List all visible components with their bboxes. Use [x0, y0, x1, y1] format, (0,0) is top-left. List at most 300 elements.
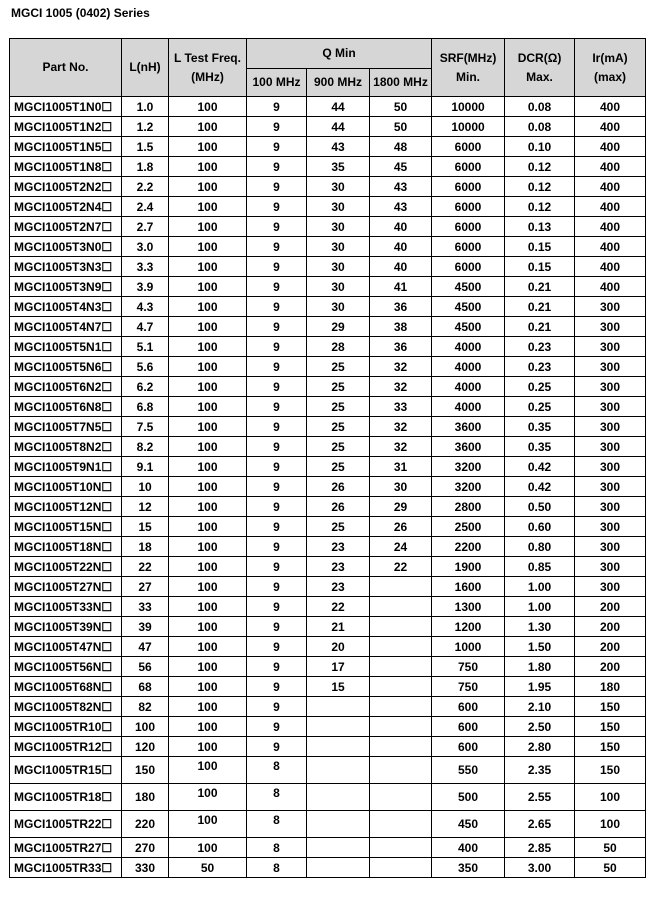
dcr-cell-text: 0.13: [527, 219, 552, 234]
srf-cell: [432, 237, 505, 257]
dcr-cell-text: 0.42: [527, 459, 552, 474]
inductance-cell: [122, 497, 169, 517]
dcr-cell: [505, 737, 575, 757]
dcr-cell-text: 0.15: [527, 239, 552, 254]
q-100mhz-cell-text: 9: [273, 399, 280, 414]
q-900mhz-cell: [307, 497, 370, 517]
ir-cell-text: 150: [600, 719, 621, 734]
inductance-cell: [122, 784, 169, 811]
header-q-min: Q Min: [247, 39, 432, 69]
part-no-cell-text: MGCI1005TR10☐: [14, 719, 113, 734]
ir-cell-text: 400: [600, 259, 621, 274]
part-no-cell-text: MGCI1005T9N1☐: [14, 459, 113, 474]
ir-cell: [575, 497, 646, 517]
ir-cell: [575, 217, 646, 237]
srf-cell: [432, 337, 505, 357]
header-part-no: Part No.: [10, 39, 122, 97]
q-1800mhz-cell: [370, 397, 432, 417]
q-900mhz-cell-text: 30: [331, 219, 345, 234]
test-freq-cell: [169, 197, 247, 217]
q-1800mhz-cell-text: 32: [393, 439, 408, 454]
inductance-cell: [122, 717, 169, 737]
part-no-cell-text: MGCI1005T3N9☐: [14, 279, 113, 294]
q-100mhz-cell: [247, 97, 307, 117]
test-freq-cell: [169, 437, 247, 457]
q-1800mhz-cell-text: 33: [393, 399, 408, 414]
srf-cell: [432, 657, 505, 677]
test-freq-cell: [169, 97, 247, 117]
table-row: [10, 117, 646, 137]
ir-cell-text: 150: [600, 739, 621, 754]
q-100mhz-cell: [247, 237, 307, 257]
ir-cell: [575, 257, 646, 277]
part-no-cell-text: MGCI1005T5N1☐: [14, 339, 113, 354]
test-freq-cell: [169, 497, 247, 517]
dcr-cell-text: 0.10: [527, 139, 552, 154]
part-no-cell: [10, 137, 122, 157]
q-1800mhz-cell: [370, 97, 432, 117]
srf-cell: [432, 537, 505, 557]
srf-cell: [432, 97, 505, 117]
table-row: [10, 217, 646, 237]
part-no-cell-text: MGCI1005T1N2☐: [14, 119, 113, 134]
ir-cell-text: 200: [600, 639, 621, 654]
ir-cell: [575, 297, 646, 317]
dcr-cell: [505, 838, 575, 858]
inductance-cell-text: 27: [138, 579, 152, 594]
part-no-cell: [10, 597, 122, 617]
ir-cell: [575, 784, 646, 811]
srf-cell: [432, 217, 505, 237]
ir-cell: [575, 637, 646, 657]
test-freq-cell: [169, 617, 247, 637]
ir-cell-text: 300: [600, 539, 621, 554]
srf-cell: [432, 737, 505, 757]
dcr-cell: [505, 497, 575, 517]
table-row: [10, 477, 646, 497]
part-no-cell: [10, 697, 122, 717]
test-freq-cell-text: 50: [200, 860, 215, 875]
q-1800mhz-cell-text: 40: [393, 239, 408, 254]
test-freq-cell-text: 100: [197, 619, 218, 634]
ir-cell: [575, 277, 646, 297]
q-100mhz-cell-text: 9: [273, 439, 280, 454]
ir-cell-text: 150: [600, 763, 621, 777]
srf-cell: [432, 677, 505, 697]
ir-cell: [575, 337, 646, 357]
q-100mhz-cell-text: 9: [273, 279, 280, 294]
test-freq-cell-text: 100: [197, 359, 218, 374]
test-freq-cell-text: 100: [197, 459, 218, 474]
dcr-cell: [505, 858, 575, 878]
q-100mhz-cell-text: 9: [273, 719, 280, 734]
q-1800mhz-cell: [370, 377, 432, 397]
q-900mhz-cell: [307, 317, 370, 337]
dcr-cell: [505, 637, 575, 657]
q-100mhz-cell-text: 9: [273, 739, 280, 754]
table-row: [10, 397, 646, 417]
srf-cell-text: 2800: [454, 499, 482, 514]
ir-cell-text: 400: [600, 119, 621, 134]
q-100mhz-cell: [247, 317, 307, 337]
q-100mhz-cell-text: 9: [273, 699, 280, 714]
q-1800mhz-cell-text: 32: [393, 419, 408, 434]
table-row: [10, 577, 646, 597]
part-no-cell-text: MGCI1005TR12☐: [14, 739, 113, 754]
dcr-cell-text: 1.30: [527, 619, 552, 634]
dcr-cell-text: 1.95: [527, 679, 552, 694]
srf-cell-text: 6000: [454, 219, 482, 234]
table-row: [10, 557, 646, 577]
inductance-cell-text: 120: [134, 739, 156, 754]
q-100mhz-cell-text: 9: [273, 259, 280, 274]
srf-cell-text: 500: [458, 790, 479, 804]
q-100mhz-cell-text: 9: [273, 499, 280, 514]
q-900mhz-cell: [307, 277, 370, 297]
dcr-cell: [505, 237, 575, 257]
dcr-cell: [505, 277, 575, 297]
q-900mhz-cell-text: 30: [331, 239, 345, 254]
dcr-cell: [505, 317, 575, 337]
inductance-cell: [122, 157, 169, 177]
srf-cell: [432, 557, 505, 577]
srf-cell-text: 4500: [454, 299, 482, 314]
q-900mhz-cell: [307, 697, 370, 717]
ir-cell: [575, 417, 646, 437]
ir-cell-text: 100: [600, 790, 621, 804]
srf-cell: [432, 838, 505, 858]
inductance-cell-text: 1.0: [136, 99, 154, 114]
test-freq-cell-text: 100: [197, 499, 218, 514]
test-freq-cell: [169, 217, 247, 237]
srf-cell: [432, 297, 505, 317]
q-100mhz-cell: [247, 397, 307, 417]
inductance-cell: [122, 637, 169, 657]
q-1800mhz-cell-text: 22: [393, 559, 408, 574]
q-900mhz-cell: [307, 517, 370, 537]
dcr-cell-text: 2.80: [527, 739, 552, 754]
q-100mhz-cell-text: 9: [273, 239, 280, 254]
srf-cell: [432, 757, 505, 784]
inductance-cell: [122, 838, 169, 858]
dcr-cell: [505, 757, 575, 784]
test-freq-cell: [169, 717, 247, 737]
ir-cell-text: 400: [600, 99, 621, 114]
q-1800mhz-cell: [370, 617, 432, 637]
dcr-cell-text: 0.60: [527, 519, 552, 534]
dcr-cell: [505, 137, 575, 157]
q-1800mhz-cell-text: 31: [393, 459, 408, 474]
ir-cell: [575, 517, 646, 537]
srf-cell: [432, 417, 505, 437]
q-100mhz-cell: [247, 757, 307, 784]
table-row: [10, 784, 646, 811]
test-freq-cell: [169, 157, 247, 177]
part-no-cell: [10, 357, 122, 377]
inductance-cell-text: 2.7: [136, 219, 154, 234]
q-100mhz-cell: [247, 597, 307, 617]
q-100mhz-cell-text: 9: [273, 339, 280, 354]
test-freq-cell-text: 100: [197, 519, 218, 534]
ir-cell: [575, 717, 646, 737]
dcr-cell-text: 2.55: [527, 790, 552, 804]
q-100mhz-cell-text: 9: [273, 459, 280, 474]
dcr-cell: [505, 597, 575, 617]
srf-cell-text: 600: [458, 719, 479, 734]
ir-cell-text: 150: [600, 699, 621, 714]
q-100mhz-cell-text: 9: [273, 659, 280, 674]
part-no-cell: [10, 537, 122, 557]
q-1800mhz-cell-text: 26: [393, 519, 408, 534]
srf-cell: [432, 858, 505, 878]
q-100mhz-cell-text: 8: [273, 786, 280, 800]
dcr-cell-text: 3.00: [527, 860, 552, 875]
dcr-cell: [505, 197, 575, 217]
q-1800mhz-cell: [370, 337, 432, 357]
ir-cell: [575, 177, 646, 197]
q-100mhz-cell-text: 9: [273, 539, 280, 554]
dcr-cell-text: 0.21: [527, 319, 552, 334]
q-900mhz-cell-text: 25: [331, 459, 345, 474]
q-900mhz-cell-text: 30: [331, 199, 345, 214]
part-no-cell: [10, 417, 122, 437]
inductance-cell-text: 18: [138, 539, 152, 554]
part-no-cell-text: MGCI1005T2N2☐: [14, 179, 113, 194]
srf-cell: [432, 157, 505, 177]
part-no-cell-text: MGCI1005TR33☐: [14, 860, 113, 875]
test-freq-cell: [169, 297, 247, 317]
q-900mhz-cell: [307, 197, 370, 217]
q-100mhz-cell-text: 9: [273, 299, 280, 314]
part-no-cell: [10, 858, 122, 878]
test-freq-cell-text: 100: [197, 419, 218, 434]
test-freq-cell-text: 100: [197, 379, 218, 394]
dcr-cell: [505, 457, 575, 477]
test-freq-cell-text: 100: [197, 559, 218, 574]
header-l-test-freq: [169, 39, 247, 97]
part-no-cell: [10, 197, 122, 217]
q-100mhz-cell: [247, 437, 307, 457]
part-no-cell: [10, 677, 122, 697]
inductance-cell-text: 39: [138, 619, 152, 634]
ir-cell-text: 400: [600, 219, 621, 234]
test-freq-cell: [169, 517, 247, 537]
srf-cell-text: 1200: [454, 619, 482, 634]
q-1800mhz-cell-text: 38: [393, 319, 408, 334]
dcr-cell-text: 0.08: [527, 119, 552, 134]
q-900mhz-cell-text: 21: [331, 619, 345, 634]
ir-cell: [575, 477, 646, 497]
test-freq-cell-text: 100: [197, 479, 218, 494]
inductance-cell-text: 68: [138, 679, 152, 694]
inductance-cell-text: 5.6: [136, 359, 154, 374]
inductance-cell-text: 10: [138, 479, 152, 494]
q-100mhz-cell: [247, 697, 307, 717]
table-row: [10, 811, 646, 838]
inductance-cell: [122, 117, 169, 137]
inductance-cell-text: 150: [134, 763, 156, 777]
table-row: [10, 237, 646, 257]
table-row: [10, 337, 646, 357]
q-1800mhz-cell: [370, 858, 432, 878]
q-100mhz-cell: [247, 177, 307, 197]
spec-table: [9, 38, 646, 878]
ir-cell-text: 400: [600, 239, 621, 254]
inductance-cell-text: 6.2: [136, 379, 154, 394]
part-no-cell: [10, 337, 122, 357]
ir-cell-text: 300: [600, 379, 621, 394]
q-900mhz-cell-text: 17: [331, 659, 345, 674]
inductance-cell: [122, 517, 169, 537]
q-100mhz-cell: [247, 811, 307, 838]
part-no-cell: [10, 517, 122, 537]
header-ir-line2: (max): [594, 69, 627, 84]
q-900mhz-cell: [307, 677, 370, 697]
inductance-cell: [122, 257, 169, 277]
q-100mhz-cell-text: 9: [273, 479, 280, 494]
srf-cell: [432, 437, 505, 457]
ir-cell-text: 300: [600, 579, 621, 594]
ir-cell-text: 300: [600, 359, 621, 374]
inductance-cell: [122, 337, 169, 357]
q-1800mhz-cell: [370, 257, 432, 277]
table-row: [10, 177, 646, 197]
inductance-cell: [122, 397, 169, 417]
q-900mhz-cell-text: 44: [331, 99, 345, 114]
part-no-cell-text: MGCI1005T18N☐: [14, 539, 113, 554]
srf-cell-text: 750: [458, 659, 479, 674]
q-100mhz-cell-text: 9: [273, 599, 280, 614]
q-1800mhz-cell: [370, 277, 432, 297]
q-1800mhz-cell: [370, 177, 432, 197]
inductance-cell-text: 1.5: [136, 139, 154, 154]
dcr-cell: [505, 557, 575, 577]
q-100mhz-cell: [247, 457, 307, 477]
q-900mhz-cell: [307, 637, 370, 657]
q-1800mhz-cell-text: 40: [393, 219, 408, 234]
table-row: [10, 357, 646, 377]
srf-cell-text: 1000: [454, 639, 482, 654]
q-900mhz-cell-text: 25: [331, 439, 345, 454]
part-no-cell: [10, 157, 122, 177]
srf-cell-text: 600: [458, 699, 479, 714]
ir-cell: [575, 677, 646, 697]
test-freq-cell: [169, 637, 247, 657]
q-1800mhz-cell-text: 45: [393, 159, 408, 174]
part-no-cell-text: MGCI1005T39N☐: [14, 619, 113, 634]
part-no-cell: [10, 457, 122, 477]
part-no-cell: [10, 277, 122, 297]
dcr-cell-text: 0.12: [527, 179, 552, 194]
test-freq-cell-text: 100: [197, 399, 218, 414]
q-900mhz-cell: [307, 297, 370, 317]
inductance-cell: [122, 297, 169, 317]
test-freq-cell: [169, 577, 247, 597]
q-1800mhz-cell: [370, 297, 432, 317]
header-q-100mhz: 100 MHz: [247, 69, 307, 97]
inductance-cell: [122, 617, 169, 637]
q-100mhz-cell-text: 8: [273, 813, 280, 827]
test-freq-cell-text: 100: [197, 259, 218, 274]
test-freq-cell: [169, 784, 247, 811]
test-freq-cell: [169, 277, 247, 297]
inductance-cell-text: 6.8: [136, 399, 154, 414]
q-900mhz-cell-text: 20: [331, 639, 345, 654]
dcr-cell-text: 0.35: [527, 439, 552, 454]
test-freq-cell: [169, 137, 247, 157]
table-row: [10, 617, 646, 637]
q-900mhz-cell: [307, 257, 370, 277]
ir-cell: [575, 697, 646, 717]
part-no-cell: [10, 437, 122, 457]
q-1800mhz-cell-text: 30: [393, 479, 408, 494]
q-1800mhz-cell: [370, 197, 432, 217]
header-ir-line1: Ir(mA): [592, 50, 628, 65]
q-1800mhz-cell: [370, 677, 432, 697]
dcr-cell-text: 2.85: [527, 840, 552, 855]
ir-cell: [575, 117, 646, 137]
ir-cell-text: 400: [600, 139, 621, 154]
table-row: [10, 377, 646, 397]
q-900mhz-cell: [307, 417, 370, 437]
dcr-cell-text: 0.85: [527, 559, 552, 574]
dcr-cell-text: 2.35: [527, 763, 552, 777]
q-1800mhz-cell: [370, 537, 432, 557]
q-1800mhz-cell-text: 24: [393, 539, 408, 554]
part-no-cell-text: MGCI1005T33N☐: [14, 599, 113, 614]
srf-cell: [432, 357, 505, 377]
test-freq-cell-text: 100: [197, 739, 218, 754]
table-row: [10, 137, 646, 157]
q-900mhz-cell-text: 22: [331, 599, 345, 614]
test-freq-cell-text: 100: [197, 659, 218, 674]
q-1800mhz-cell: [370, 437, 432, 457]
srf-cell-text: 750: [458, 679, 479, 694]
ir-cell-text: 300: [600, 339, 621, 354]
q-900mhz-cell: [307, 217, 370, 237]
part-no-cell-text: MGCI1005T12N☐: [14, 499, 113, 514]
inductance-cell-text: 1.8: [136, 159, 154, 174]
ir-cell-text: 400: [600, 179, 621, 194]
q-1800mhz-cell: [370, 237, 432, 257]
q-1800mhz-cell-text: 32: [393, 379, 408, 394]
part-no-cell-text: MGCI1005T2N7☐: [14, 219, 113, 234]
inductance-cell-text: 5.1: [136, 339, 154, 354]
q-900mhz-cell: [307, 397, 370, 417]
dcr-cell-text: 0.12: [527, 199, 552, 214]
srf-cell: [432, 717, 505, 737]
q-900mhz-cell: [307, 617, 370, 637]
header-inductance: L(nH): [122, 39, 169, 97]
srf-cell-text: 3200: [454, 479, 482, 494]
ir-cell: [575, 737, 646, 757]
inductance-cell-text: 33: [138, 599, 152, 614]
test-freq-cell: [169, 357, 247, 377]
q-100mhz-cell: [247, 477, 307, 497]
header-q-900mhz: 900 MHz: [307, 69, 370, 97]
dcr-cell: [505, 477, 575, 497]
test-freq-cell-text: 100: [197, 599, 218, 614]
table-row: [10, 277, 646, 297]
part-no-cell-text: MGCI1005T4N3☐: [14, 299, 113, 314]
table-row: [10, 537, 646, 557]
srf-cell: [432, 397, 505, 417]
table-row: [10, 737, 646, 757]
dcr-cell: [505, 697, 575, 717]
inductance-cell: [122, 197, 169, 217]
ir-cell-text: 200: [600, 659, 621, 674]
dcr-cell: [505, 811, 575, 838]
